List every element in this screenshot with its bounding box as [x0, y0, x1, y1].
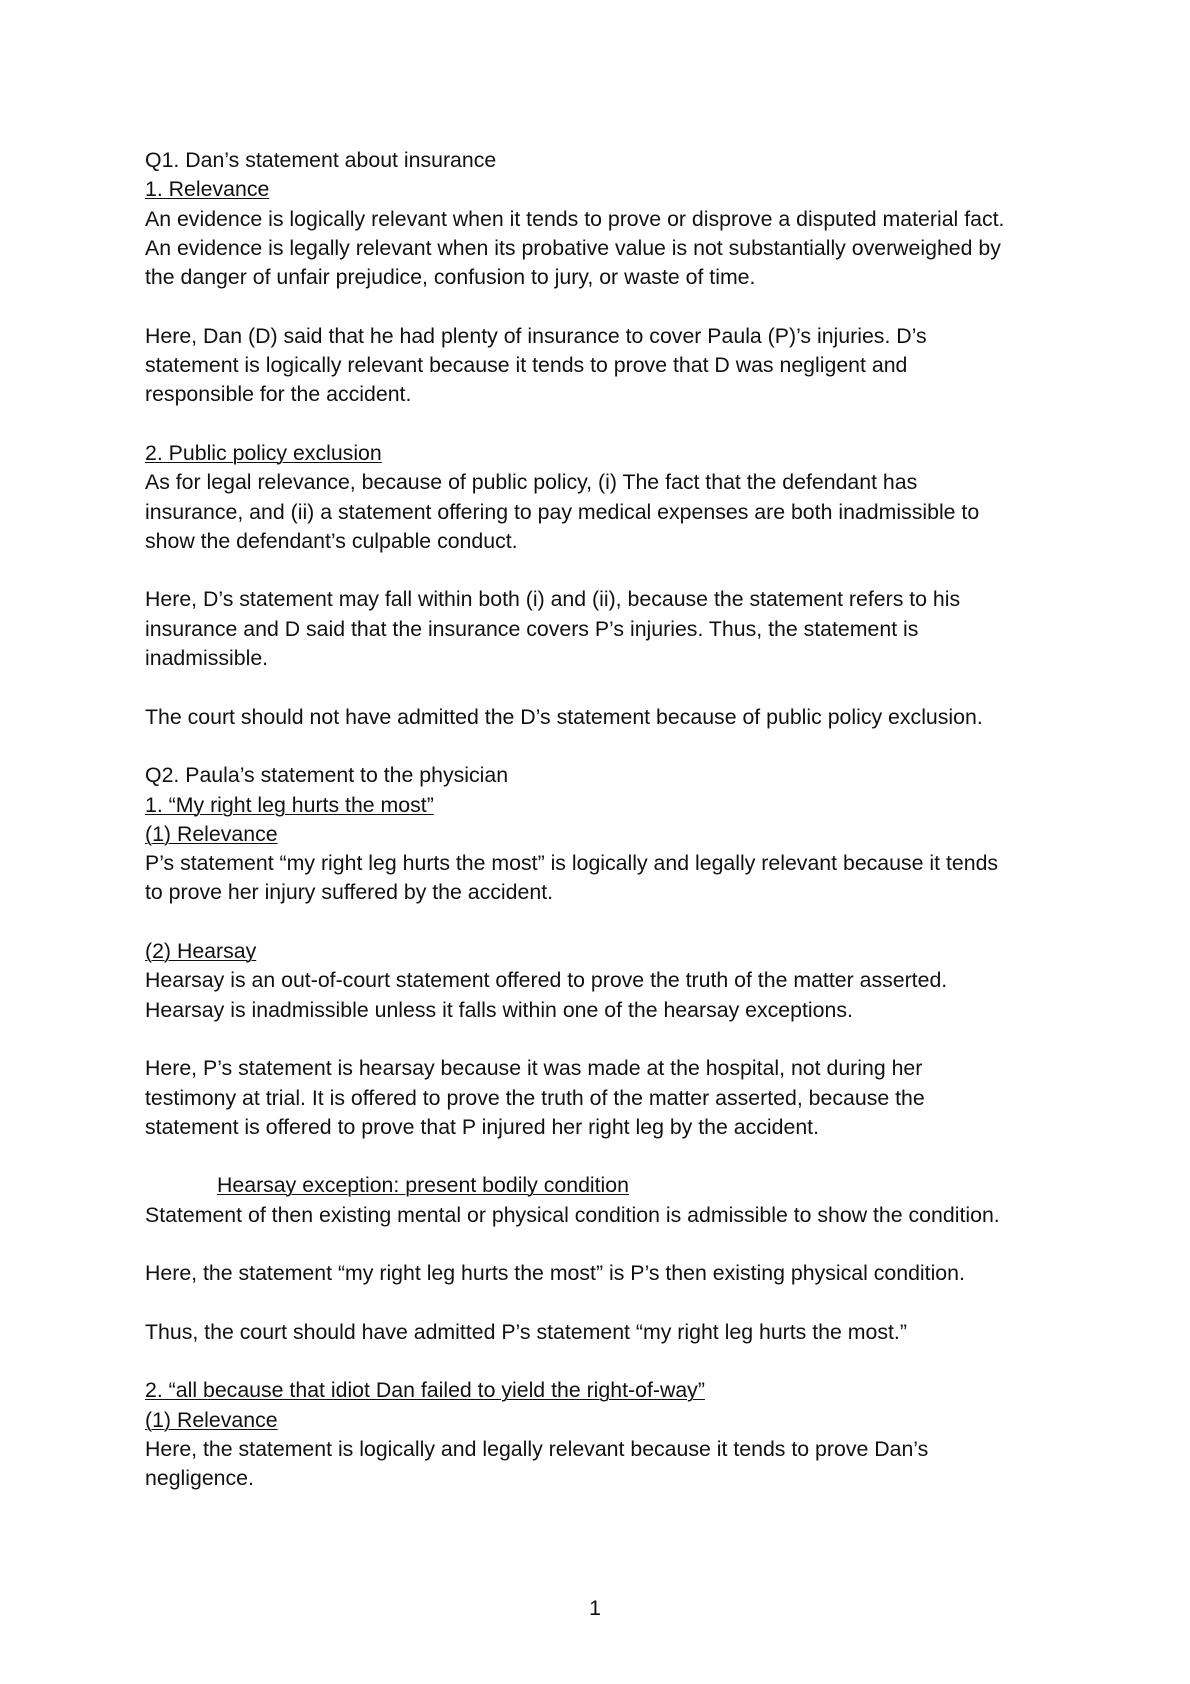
q2-hearsay-application	[145, 1054, 1075, 1142]
text-line: An evidence is logically relevant when it tends to prove or disprove a disputed material fact.	[145, 206, 1005, 231]
paragraph-gap	[145, 1289, 1075, 1318]
q2-exception-conclusion: Thus, the court should have admitted P’s statement “my right leg hurts the most.”	[145, 1319, 907, 1344]
text-line: inadmissible.	[145, 646, 269, 671]
q2-statement2-relevance	[145, 1435, 1075, 1494]
text-line: statement is offered to prove that P injured her right leg by the accident.	[145, 1114, 820, 1139]
paragraph-gap	[145, 1347, 1075, 1376]
paragraph-gap	[145, 1142, 1075, 1171]
paragraph-gap	[145, 556, 1075, 585]
text-line: negligence.	[145, 1466, 254, 1491]
paragraph-gap	[145, 732, 1075, 761]
q2-statement1-relevance	[145, 849, 1075, 908]
q1-public-policy-application	[145, 585, 1075, 673]
q2-statement1-relevance-heading: (1) Relevance	[145, 821, 278, 846]
text-line: An evidence is legally relevant when its probative value is not substantially overweighed by	[145, 235, 1001, 260]
paragraph-gap	[145, 908, 1075, 937]
exception-heading-text: Hearsay exception: present bodily condition	[217, 1173, 629, 1198]
text-line: statement is logically relevant because it tends to prove that D was negligent and	[145, 353, 908, 378]
text-line: responsible for the accident.	[145, 382, 412, 407]
text-line: P’s statement “my right leg hurts the most” is logically and legally relevant because it tends	[145, 851, 999, 876]
paragraph-gap	[145, 1025, 1075, 1054]
text-line: insurance, and (ii) a statement offering to pay medical expenses are both inadmissible to	[145, 499, 980, 524]
text-line: show the defendant’s culpable conduct.	[145, 528, 518, 553]
q2-exception-rule: Statement of then existing mental or physical condition is admissible to show the condition.	[145, 1202, 1000, 1227]
q1-heading: Q1. Dan’s statement about insurance	[145, 148, 497, 172]
q1-relevance-heading: 1. Relevance	[145, 177, 270, 202]
paragraph-gap	[145, 1230, 1075, 1259]
text-line: insurance and D said that the insurance covers P’s injuries. Thus, the statement is	[145, 616, 919, 641]
q2-statement2-heading: 2. “all because that idiot Dan failed to yield the right-of-way”	[145, 1378, 705, 1403]
text-line: to prove her injury suffered by the accident.	[145, 880, 554, 905]
q2-statement2-relevance-heading: (1) Relevance	[145, 1407, 278, 1432]
q2-statement1-hearsay-heading: (2) Hearsay	[145, 939, 257, 964]
q2-hearsay-rule	[145, 966, 1075, 1025]
document-body	[145, 146, 1075, 1494]
text-line: Here, D’s statement may fall within both (i) and (ii), because the statement refers to his	[145, 587, 961, 612]
q1-conclusion: The court should not have admitted the D’s statement because of public policy exclusion.	[145, 704, 983, 729]
text-line: testimony at trial. It is offered to prove the truth of the matter asserted, because the	[145, 1085, 925, 1110]
page-number: 1	[589, 1596, 601, 1620]
paragraph-gap	[145, 673, 1075, 702]
paragraph-gap	[145, 410, 1075, 439]
text-line: Here, P’s statement is hearsay because it was made at the hospital, not during her	[145, 1056, 923, 1081]
q2-exception-heading	[145, 1171, 1075, 1200]
text-line: Here, Dan (D) said that he had plenty of insurance to cover Paula (P)’s injuries. D’s	[145, 323, 927, 348]
text-line: As for legal relevance, because of public policy, (i) The fact that the defendant has	[145, 470, 918, 495]
text-line: Hearsay is inadmissible unless it falls within one of the hearsay exceptions.	[145, 997, 853, 1022]
text-line: the danger of unfair prejudice, confusion to jury, or waste of time.	[145, 265, 756, 290]
q1-public-policy-heading: 2. Public policy exclusion	[145, 440, 382, 465]
q1-public-policy-rule	[145, 468, 1075, 556]
q1-relevance-application	[145, 322, 1075, 410]
q2-heading: Q2. Paula’s statement to the physician	[145, 763, 509, 788]
q2-statement1-heading: 1. “My right leg hurts the most”	[145, 792, 434, 817]
text-line: Hearsay is an out-of-court statement offered to prove the truth of the matter asserted.	[145, 968, 948, 993]
q2-exception-application: Here, the statement “my right leg hurts the most” is P’s then existing physical condition.	[145, 1261, 965, 1286]
paragraph-gap	[145, 292, 1075, 321]
q1-relevance-rule	[145, 205, 1075, 293]
text-line: Here, the statement is logically and legally relevant because it tends to prove Dan’s	[145, 1437, 929, 1462]
